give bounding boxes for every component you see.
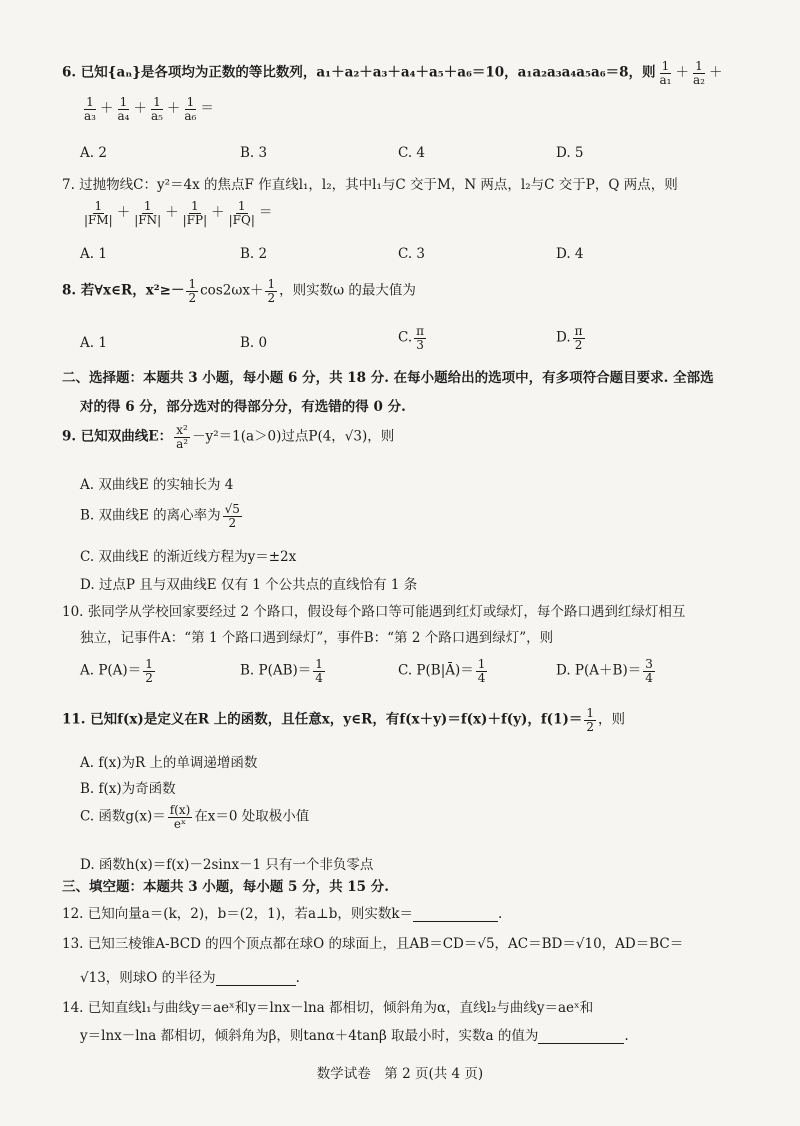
q6-option-b[interactable]: B. 3: [240, 145, 268, 161]
q7-option-c[interactable]: C. 3: [398, 246, 426, 262]
q10-option-a[interactable]: A. P(A)＝ $\frac{1}{2}$: [80, 657, 153, 685]
q8-option-c[interactable]: C. $\frac{\pi}{3}$: [398, 324, 425, 352]
q13-line1: 13. 已知三棱锥A-BCD 的四个顶点都在球O 的球面上，且AB＝CD＝√5，AC＝BD＝√10，AD＝BC＝: [62, 936, 684, 952]
q9-option-a[interactable]: A. 双曲线E 的实轴长为 4: [80, 477, 234, 493]
q10-line1: 10. 张同学从学校回家要经过 2 个路口，假设每个路口等可能遇到红灯或绿灯，每个路口遇到红绿灯相互: [62, 604, 686, 620]
q6-option-a[interactable]: A. 2: [80, 145, 107, 161]
q7-line2: $\frac{1}{|FM|}$ ＋ $\frac{1}{|FN|}$ ＋ $\frac{1}{|FP|}$ ＋ $\frac{1}{|FQ|}$ ＝: [84, 199, 273, 227]
q8-option-b[interactable]: B. 0: [240, 335, 268, 351]
q10-option-b[interactable]: B. P(AB)＝ $\frac{1}{4}$: [240, 657, 323, 685]
q11-option-a[interactable]: A. f(x)为R 上的单调递增函数: [80, 755, 258, 771]
q11-stem: 11. 已知f(x)是定义在R 上的函数，且任意x，y∈R，有f(x＋y)＝f(x)＋f(y)，f(1)＝ $\frac{1}{2}$ ，则: [62, 706, 625, 734]
section-2-header: 二、选择题：本题共 3 小题，每小题 6 分，共 18 分. 在每小题给出的选项中，有多项符合题目要求. 全部选: [62, 370, 714, 386]
section-3-header: 三、填空题：本题共 3 小题，每小题 5 分，共 15 分.: [62, 879, 389, 895]
q10-option-d[interactable]: D. P(A＋B)＝ $\frac{3}{4}$: [556, 657, 653, 685]
q6-frac-1: $\frac{1}{\text{a₁}}$: [659, 59, 672, 87]
q13-answer-blank[interactable]: [216, 971, 296, 986]
q8-line1: 8. 若∀x∈R，x²≥－ $\frac{1}{2}$ cos2ωx＋ $\frac{1}{2}$ ，则实数ω 的最大值为: [62, 277, 416, 305]
q10-option-c[interactable]: C. P(B|Ā)＝ $\frac{1}{4}$: [398, 657, 486, 685]
q7-option-b[interactable]: B. 2: [240, 246, 268, 262]
q9-option-d[interactable]: D. 过点P 且与双曲线E 仅有 1 个公共点的直线恰有 1 条: [80, 577, 418, 593]
q9-option-c[interactable]: C. 双曲线E 的渐近线方程为y＝±2x: [80, 549, 297, 565]
q14-line2: y＝lnx－lna 都相切，倾斜角为β，则tanα＋4tanβ 取最小时，实数a 的值为 .: [80, 1028, 629, 1045]
q6-line2: $\frac{1}{\text{a₃}}$ ＋ $\frac{1}{\text{a₄}}$ ＋ $\frac{1}{\text{a₅}}$ ＋ $\frac{1}{\text{a₆}}$ ＝: [84, 95, 214, 123]
q6-line1: 6. 已知{aₙ}是各项均为正数的等比数列，a₁＋a₂＋a₃＋a₄＋a₅＋a₆＝10，a₁a₂a₃a₄a₅a₆＝8，则 $\frac{1}{\text{a₁}}$ ＋ $\frac{1}{\text{a₂}}$ ＋: [62, 59, 723, 87]
q7-option-d[interactable]: D. 4: [556, 246, 584, 262]
q11-option-b[interactable]: B. f(x)为奇函数: [80, 781, 176, 797]
q12-answer-blank[interactable]: [413, 907, 498, 922]
q11-option-d[interactable]: D. 函数h(x)＝f(x)－2sinx－1 只有一个非负零点: [80, 857, 374, 873]
q13-line2: √13，则球O 的半径为 .: [80, 970, 300, 987]
q7-line1: 7. 过抛物线C：y²＝4x 的焦点F 作直线l₁，l₂，其中l₁与C 交于M，N 两点，l₂与C 交于P，Q 两点，则: [62, 177, 678, 193]
q7-option-a[interactable]: A. 1: [80, 246, 107, 262]
q6-frac-2: $\frac{1}{\text{a₂}}$: [692, 59, 705, 87]
q8-option-a[interactable]: A. 1: [80, 335, 107, 351]
q14-line1: 14. 已知直线l₁与曲线y＝aeˣ和y＝lnx－lna 都相切，倾斜角为α，直线l₂与曲线y＝aeˣ和: [62, 1000, 594, 1016]
q6-option-c[interactable]: C. 4: [398, 145, 426, 161]
q6-option-d[interactable]: D. 5: [556, 145, 584, 161]
q8-option-d[interactable]: D. $\frac{\pi}{2}$: [556, 324, 583, 352]
q10-line2: 独立，记事件A：“第 1 个路口遇到绿灯”，事件B：“第 2 个路口遇到绿灯”，则: [80, 630, 554, 646]
q9-stem: 9. 已知双曲线E： $\frac{\text{x²}}{\text{a²}}$ －y²＝1(a＞0)过点P(4，√3)，则: [62, 423, 395, 451]
page-footer: 数学试卷 第 2 页(共 4 页): [316, 1066, 484, 1082]
q6-stem: 6. 已知{aₙ}是各项均为正数的等比数列，a₁＋a₂＋a₃＋a₄＋a₅＋a₆＝10，a₁a₂a₃a₄a₅a₆＝8，则: [62, 64, 656, 81]
q9-option-b[interactable]: B. 双曲线E 的离心率为 $\frac{√5}{2}$: [80, 502, 240, 530]
q11-option-c[interactable]: C. 函数g(x)＝ $\frac{f(x)}{\text{eˣ}}$ 在x＝0 处取极小值: [80, 803, 310, 831]
q14-answer-blank[interactable]: [538, 1029, 624, 1044]
q12-stem: 12. 已知向量a＝(k，2)，b＝(2，1)，若a⊥b，则实数k＝ .: [62, 906, 503, 923]
section-2-header-cont: 对的得 6 分，部分选对的得部分分，有选错的得 0 分.: [80, 399, 406, 415]
